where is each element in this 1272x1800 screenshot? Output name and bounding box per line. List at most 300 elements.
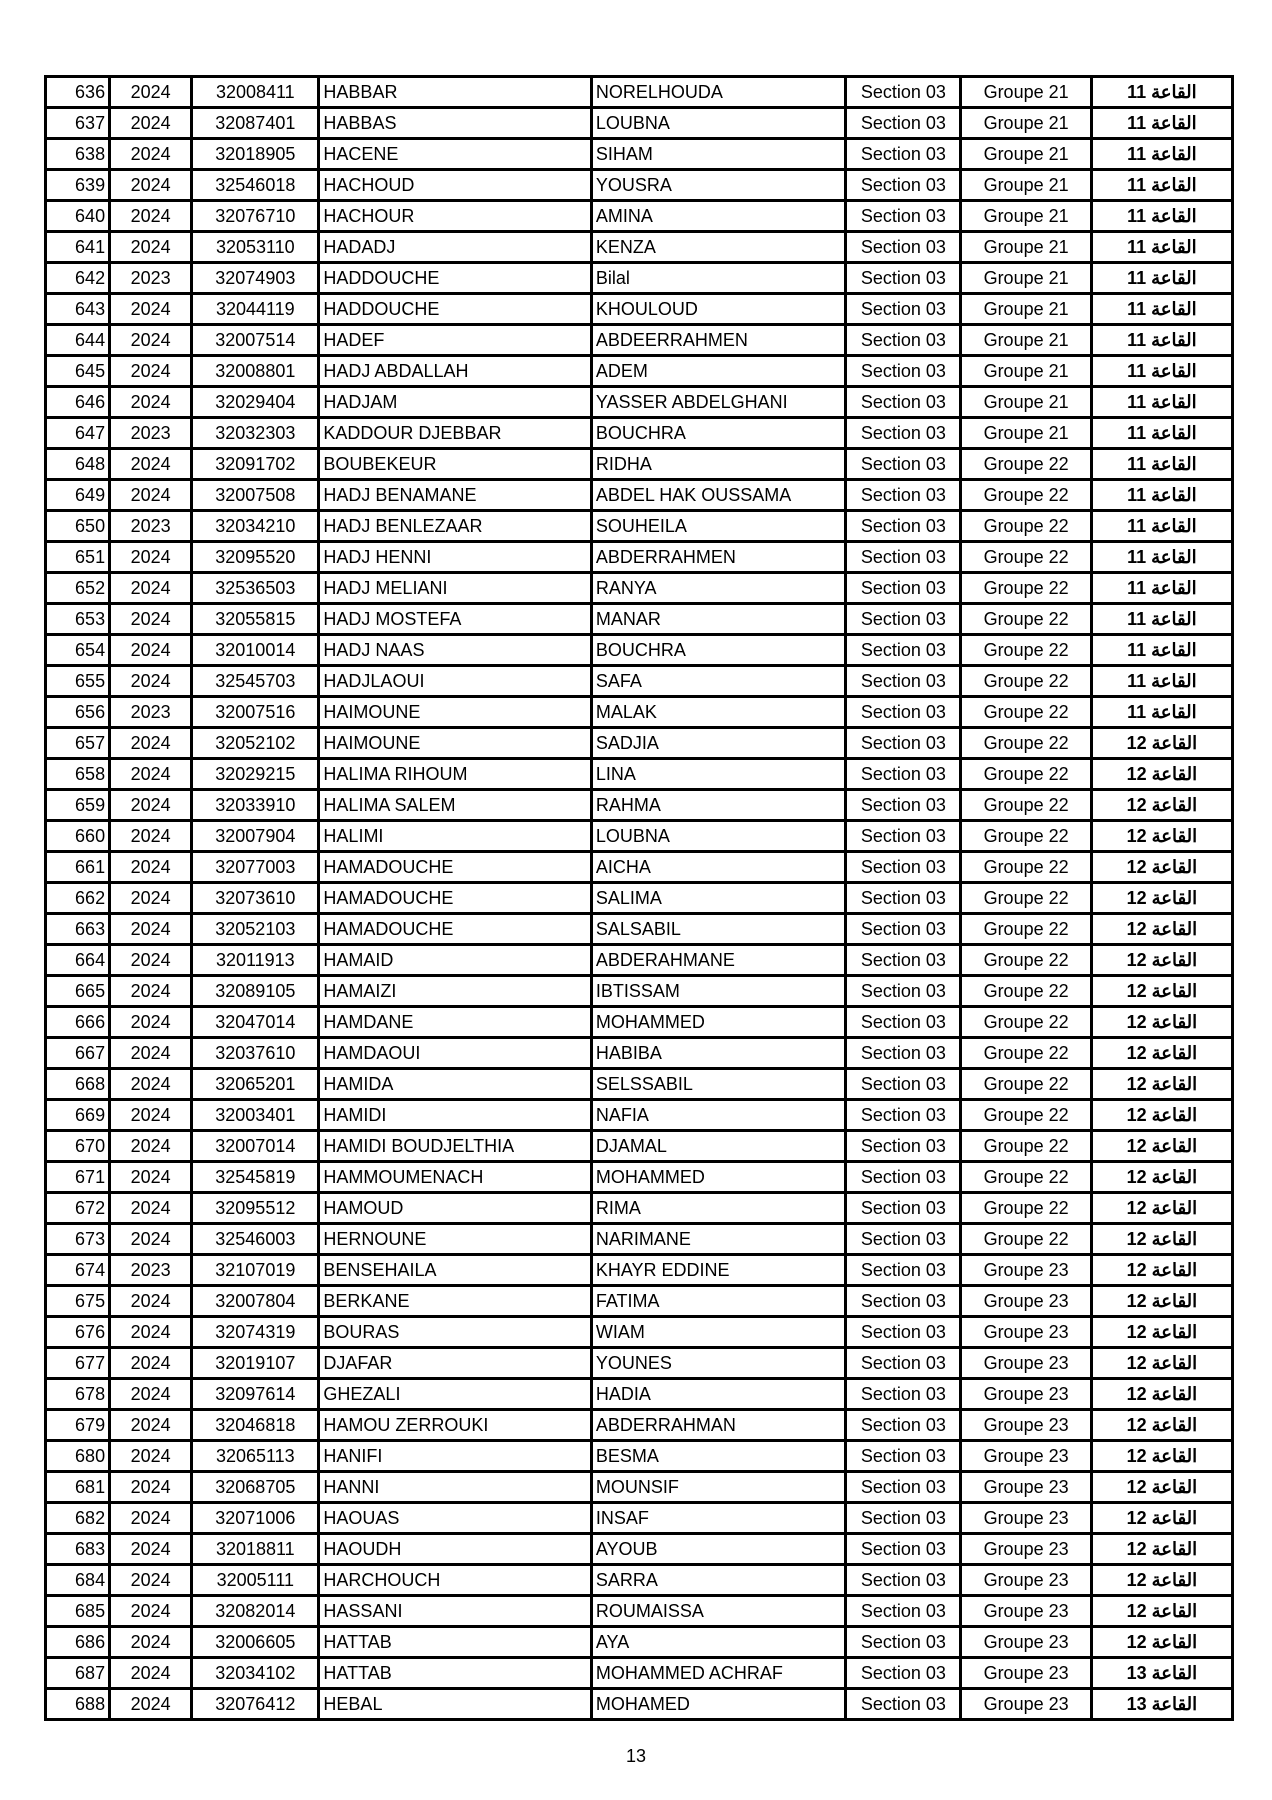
cell-index: 667 <box>46 1038 110 1069</box>
cell-year: 2024 <box>110 1131 192 1162</box>
cell-room: القاعة 12 <box>1091 1162 1232 1193</box>
cell-year: 2024 <box>110 666 192 697</box>
cell-lastname: HACHOUD <box>319 170 591 201</box>
cell-room: القاعة 11 <box>1091 666 1232 697</box>
cell-lastname: HABBAS <box>319 108 591 139</box>
cell-year: 2024 <box>110 356 192 387</box>
table-row <box>46 1627 1233 1658</box>
table-row <box>46 170 1233 201</box>
cell-id: 32076710 <box>192 201 319 232</box>
cell-firstname: ADEM <box>591 356 845 387</box>
table-row <box>46 1007 1233 1038</box>
cell-firstname: AYOUB <box>591 1534 845 1565</box>
cell-id: 32007014 <box>192 1131 319 1162</box>
cell-id: 32095520 <box>192 542 319 573</box>
cell-section: Section 03 <box>846 1503 961 1534</box>
table-row <box>46 945 1233 976</box>
cell-firstname: INSAF <box>591 1503 845 1534</box>
cell-year: 2024 <box>110 1410 192 1441</box>
cell-group: Groupe 23 <box>961 1503 1091 1534</box>
cell-year: 2023 <box>110 1255 192 1286</box>
cell-section: Section 03 <box>846 1596 961 1627</box>
cell-id: 32074319 <box>192 1317 319 1348</box>
cell-section: Section 03 <box>846 387 961 418</box>
cell-lastname: HADJAM <box>319 387 591 418</box>
cell-id: 32082014 <box>192 1596 319 1627</box>
cell-year: 2024 <box>110 1379 192 1410</box>
cell-lastname: HADADJ <box>319 232 591 263</box>
cell-id: 32006605 <box>192 1627 319 1658</box>
table-row <box>46 1441 1233 1472</box>
cell-group: Groupe 21 <box>961 294 1091 325</box>
cell-id: 32034102 <box>192 1658 319 1689</box>
cell-year: 2024 <box>110 1286 192 1317</box>
cell-section: Section 03 <box>846 356 961 387</box>
cell-index: 660 <box>46 821 110 852</box>
cell-room: القاعة 12 <box>1091 883 1232 914</box>
cell-year: 2024 <box>110 1100 192 1131</box>
cell-group: Groupe 21 <box>961 418 1091 449</box>
cell-lastname: KADDOUR DJEBBAR <box>319 418 591 449</box>
cell-lastname: GHEZALI <box>319 1379 591 1410</box>
cell-firstname: BOUCHRA <box>591 635 845 666</box>
cell-index: 655 <box>46 666 110 697</box>
cell-id: 32076412 <box>192 1689 319 1720</box>
cell-lastname: BOURAS <box>319 1317 591 1348</box>
cell-firstname: MOHAMMED ACHRAF <box>591 1658 845 1689</box>
cell-id: 32546018 <box>192 170 319 201</box>
table-row <box>46 1410 1233 1441</box>
cell-lastname: HAMIDI <box>319 1100 591 1131</box>
cell-section: Section 03 <box>846 1348 961 1379</box>
cell-year: 2024 <box>110 1627 192 1658</box>
table-row <box>46 480 1233 511</box>
cell-index: 645 <box>46 356 110 387</box>
table-row <box>46 201 1233 232</box>
table-row <box>46 1317 1233 1348</box>
cell-firstname: RIMA <box>591 1193 845 1224</box>
cell-group: Groupe 22 <box>961 945 1091 976</box>
cell-year: 2024 <box>110 170 192 201</box>
cell-year: 2024 <box>110 1069 192 1100</box>
cell-id: 32074903 <box>192 263 319 294</box>
cell-lastname: HAMDANE <box>319 1007 591 1038</box>
cell-index: 656 <box>46 697 110 728</box>
cell-room: القاعة 12 <box>1091 1193 1232 1224</box>
cell-group: Groupe 22 <box>961 790 1091 821</box>
cell-index: 682 <box>46 1503 110 1534</box>
cell-year: 2024 <box>110 387 192 418</box>
cell-group: Groupe 23 <box>961 1286 1091 1317</box>
cell-firstname: ABDERRAHMEN <box>591 542 845 573</box>
table-row <box>46 697 1233 728</box>
cell-year: 2024 <box>110 1193 192 1224</box>
cell-index: 681 <box>46 1472 110 1503</box>
cell-id: 32007804 <box>192 1286 319 1317</box>
cell-index: 640 <box>46 201 110 232</box>
cell-firstname: MOHAMED <box>591 1689 845 1720</box>
cell-year: 2024 <box>110 976 192 1007</box>
table-row <box>46 635 1233 666</box>
cell-group: Groupe 22 <box>961 697 1091 728</box>
cell-year: 2024 <box>110 1348 192 1379</box>
cell-group: Groupe 23 <box>961 1658 1091 1689</box>
cell-firstname: MOHAMMED <box>591 1162 845 1193</box>
cell-lastname: HAMIDI BOUDJELTHIA <box>319 1131 591 1162</box>
cell-id: 32008801 <box>192 356 319 387</box>
cell-firstname: AYA <box>591 1627 845 1658</box>
cell-index: 677 <box>46 1348 110 1379</box>
cell-group: Groupe 22 <box>961 883 1091 914</box>
cell-lastname: HADJ HENNI <box>319 542 591 573</box>
cell-index: 679 <box>46 1410 110 1441</box>
cell-year: 2024 <box>110 325 192 356</box>
cell-id: 32007514 <box>192 325 319 356</box>
cell-section: Section 03 <box>846 1255 961 1286</box>
table-row <box>46 1348 1233 1379</box>
cell-room: القاعة 11 <box>1091 511 1232 542</box>
cell-index: 688 <box>46 1689 110 1720</box>
cell-room: القاعة 12 <box>1091 976 1232 1007</box>
cell-id: 32065201 <box>192 1069 319 1100</box>
cell-index: 658 <box>46 759 110 790</box>
cell-firstname: SOUHEILA <box>591 511 845 542</box>
cell-year: 2024 <box>110 914 192 945</box>
cell-index: 670 <box>46 1131 110 1162</box>
cell-group: Groupe 21 <box>961 325 1091 356</box>
cell-group: Groupe 21 <box>961 387 1091 418</box>
table-row <box>46 356 1233 387</box>
cell-firstname: MOHAMMED <box>591 1007 845 1038</box>
table-row <box>46 883 1233 914</box>
cell-id: 32095512 <box>192 1193 319 1224</box>
table-row <box>46 449 1233 480</box>
cell-index: 680 <box>46 1441 110 1472</box>
cell-group: Groupe 22 <box>961 1162 1091 1193</box>
cell-index: 654 <box>46 635 110 666</box>
cell-room: القاعة 12 <box>1091 1565 1232 1596</box>
table-row <box>46 263 1233 294</box>
student-table-body <box>46 77 1233 1720</box>
cell-firstname: NAFIA <box>591 1100 845 1131</box>
cell-section: Section 03 <box>846 201 961 232</box>
cell-firstname: SALSABIL <box>591 914 845 945</box>
cell-firstname: MANAR <box>591 604 845 635</box>
cell-firstname: KHOULOUD <box>591 294 845 325</box>
cell-room: القاعة 12 <box>1091 759 1232 790</box>
cell-section: Section 03 <box>846 1658 961 1689</box>
cell-year: 2024 <box>110 1441 192 1472</box>
cell-section: Section 03 <box>846 77 961 108</box>
cell-lastname: HADJ BENAMANE <box>319 480 591 511</box>
cell-lastname: HAIMOUNE <box>319 697 591 728</box>
cell-lastname: HACENE <box>319 139 591 170</box>
cell-group: Groupe 22 <box>961 666 1091 697</box>
cell-group: Groupe 22 <box>961 1007 1091 1038</box>
cell-lastname: HAMMOUMENACH <box>319 1162 591 1193</box>
cell-group: Groupe 23 <box>961 1689 1091 1720</box>
cell-year: 2024 <box>110 1565 192 1596</box>
cell-room: القاعة 12 <box>1091 1503 1232 1534</box>
cell-room: القاعة 12 <box>1091 1038 1232 1069</box>
cell-index: 649 <box>46 480 110 511</box>
cell-year: 2024 <box>110 759 192 790</box>
cell-index: 659 <box>46 790 110 821</box>
cell-firstname: DJAMAL <box>591 1131 845 1162</box>
cell-lastname: BENSEHAILA <box>319 1255 591 1286</box>
cell-index: 669 <box>46 1100 110 1131</box>
cell-year: 2024 <box>110 1658 192 1689</box>
cell-room: القاعة 11 <box>1091 108 1232 139</box>
table-row <box>46 573 1233 604</box>
cell-room: القاعة 12 <box>1091 1472 1232 1503</box>
cell-lastname: HANNI <box>319 1472 591 1503</box>
cell-section: Section 03 <box>846 1472 961 1503</box>
table-row <box>46 1069 1233 1100</box>
cell-index: 663 <box>46 914 110 945</box>
cell-group: Groupe 21 <box>961 232 1091 263</box>
cell-id: 32055815 <box>192 604 319 635</box>
cell-year: 2024 <box>110 1534 192 1565</box>
cell-id: 32065113 <box>192 1441 319 1472</box>
cell-year: 2024 <box>110 790 192 821</box>
cell-room: القاعة 12 <box>1091 1627 1232 1658</box>
cell-year: 2024 <box>110 232 192 263</box>
cell-room: القاعة 12 <box>1091 1596 1232 1627</box>
cell-year: 2024 <box>110 139 192 170</box>
cell-section: Section 03 <box>846 170 961 201</box>
cell-lastname: HEBAL <box>319 1689 591 1720</box>
cell-id: 32034210 <box>192 511 319 542</box>
cell-group: Groupe 22 <box>961 480 1091 511</box>
cell-lastname: HALIMA RIHOUM <box>319 759 591 790</box>
cell-group: Groupe 22 <box>961 573 1091 604</box>
cell-firstname: LOUBNA <box>591 821 845 852</box>
cell-section: Section 03 <box>846 1162 961 1193</box>
table-row <box>46 1565 1233 1596</box>
cell-year: 2024 <box>110 1007 192 1038</box>
table-row <box>46 604 1233 635</box>
cell-room: القاعة 12 <box>1091 1379 1232 1410</box>
cell-id: 32046818 <box>192 1410 319 1441</box>
cell-lastname: HAMADOUCHE <box>319 914 591 945</box>
cell-id: 32010014 <box>192 635 319 666</box>
cell-section: Section 03 <box>846 108 961 139</box>
cell-lastname: HAOUAS <box>319 1503 591 1534</box>
cell-index: 678 <box>46 1379 110 1410</box>
cell-year: 2023 <box>110 263 192 294</box>
cell-section: Section 03 <box>846 1689 961 1720</box>
cell-room: القاعة 12 <box>1091 1410 1232 1441</box>
cell-section: Section 03 <box>846 1410 961 1441</box>
table-row <box>46 1131 1233 1162</box>
cell-id: 32029215 <box>192 759 319 790</box>
cell-group: Groupe 23 <box>961 1410 1091 1441</box>
cell-group: Groupe 21 <box>961 356 1091 387</box>
table-row <box>46 821 1233 852</box>
cell-section: Section 03 <box>846 666 961 697</box>
cell-lastname: HAMDAOUI <box>319 1038 591 1069</box>
cell-firstname: HABIBA <box>591 1038 845 1069</box>
table-row <box>46 294 1233 325</box>
cell-room: القاعة 12 <box>1091 1534 1232 1565</box>
cell-lastname: HADDOUCHE <box>319 263 591 294</box>
page-number: 13 <box>625 1746 647 1766</box>
cell-id: 32047014 <box>192 1007 319 1038</box>
cell-firstname: IBTISSAM <box>591 976 845 1007</box>
cell-room: القاعة 11 <box>1091 232 1232 263</box>
cell-room: القاعة 11 <box>1091 263 1232 294</box>
cell-firstname: AICHA <box>591 852 845 883</box>
cell-firstname: SIHAM <box>591 139 845 170</box>
cell-group: Groupe 22 <box>961 604 1091 635</box>
cell-section: Section 03 <box>846 1286 961 1317</box>
cell-id: 32033910 <box>192 790 319 821</box>
cell-firstname: NARIMANE <box>591 1224 845 1255</box>
cell-year: 2024 <box>110 635 192 666</box>
cell-year: 2024 <box>110 542 192 573</box>
cell-year: 2024 <box>110 201 192 232</box>
cell-year: 2024 <box>110 294 192 325</box>
cell-group: Groupe 22 <box>961 1038 1091 1069</box>
cell-room: القاعة 11 <box>1091 325 1232 356</box>
cell-year: 2024 <box>110 604 192 635</box>
cell-lastname: HAMOUD <box>319 1193 591 1224</box>
cell-section: Section 03 <box>846 1534 961 1565</box>
cell-group: Groupe 22 <box>961 449 1091 480</box>
cell-year: 2024 <box>110 1503 192 1534</box>
cell-group: Groupe 23 <box>961 1472 1091 1503</box>
cell-section: Section 03 <box>846 232 961 263</box>
cell-index: 665 <box>46 976 110 1007</box>
cell-section: Section 03 <box>846 1379 961 1410</box>
cell-firstname: ABDERRAHMAN <box>591 1410 845 1441</box>
cell-section: Section 03 <box>846 759 961 790</box>
cell-section: Section 03 <box>846 790 961 821</box>
cell-room: القاعة 12 <box>1091 1224 1232 1255</box>
cell-section: Section 03 <box>846 976 961 1007</box>
cell-section: Section 03 <box>846 139 961 170</box>
cell-room: القاعة 12 <box>1091 728 1232 759</box>
cell-firstname: RIDHA <box>591 449 845 480</box>
cell-section: Section 03 <box>846 1007 961 1038</box>
cell-group: Groupe 23 <box>961 1627 1091 1658</box>
cell-firstname: LINA <box>591 759 845 790</box>
table-row <box>46 759 1233 790</box>
cell-group: Groupe 22 <box>961 1224 1091 1255</box>
cell-room: القاعة 11 <box>1091 604 1232 635</box>
cell-index: 653 <box>46 604 110 635</box>
cell-room: القاعة 12 <box>1091 1441 1232 1472</box>
cell-room: القاعة 11 <box>1091 418 1232 449</box>
cell-id: 32003401 <box>192 1100 319 1131</box>
cell-year: 2024 <box>110 108 192 139</box>
table-row <box>46 790 1233 821</box>
cell-lastname: HADDOUCHE <box>319 294 591 325</box>
cell-index: 641 <box>46 232 110 263</box>
table-row <box>46 1224 1233 1255</box>
cell-section: Section 03 <box>846 542 961 573</box>
cell-section: Section 03 <box>846 511 961 542</box>
cell-lastname: HANIFI <box>319 1441 591 1472</box>
cell-index: 687 <box>46 1658 110 1689</box>
cell-id: 32107019 <box>192 1255 319 1286</box>
cell-id: 32019107 <box>192 1348 319 1379</box>
cell-section: Section 03 <box>846 697 961 728</box>
cell-section: Section 03 <box>846 1224 961 1255</box>
cell-group: Groupe 23 <box>961 1596 1091 1627</box>
table-row <box>46 666 1233 697</box>
cell-index: 673 <box>46 1224 110 1255</box>
table-row <box>46 852 1233 883</box>
cell-lastname: DJAFAR <box>319 1348 591 1379</box>
cell-section: Section 03 <box>846 1069 961 1100</box>
cell-lastname: HADEF <box>319 325 591 356</box>
cell-firstname: WIAM <box>591 1317 845 1348</box>
cell-firstname: KHAYR EDDINE <box>591 1255 845 1286</box>
cell-year: 2023 <box>110 697 192 728</box>
cell-section: Section 03 <box>846 1038 961 1069</box>
cell-index: 683 <box>46 1534 110 1565</box>
cell-room: القاعة 11 <box>1091 201 1232 232</box>
cell-year: 2024 <box>110 821 192 852</box>
cell-year: 2024 <box>110 728 192 759</box>
cell-id: 32089105 <box>192 976 319 1007</box>
cell-group: Groupe 22 <box>961 821 1091 852</box>
table-row <box>46 728 1233 759</box>
cell-index: 643 <box>46 294 110 325</box>
cell-lastname: HADJ BENLEZAAR <box>319 511 591 542</box>
cell-section: Section 03 <box>846 1565 961 1596</box>
cell-lastname: HABBAR <box>319 77 591 108</box>
cell-year: 2024 <box>110 573 192 604</box>
cell-index: 657 <box>46 728 110 759</box>
cell-group: Groupe 21 <box>961 77 1091 108</box>
table-row <box>46 1162 1233 1193</box>
cell-firstname: Bilal <box>591 263 845 294</box>
cell-room: القاعة 13 <box>1091 1658 1232 1689</box>
cell-index: 661 <box>46 852 110 883</box>
cell-firstname: RANYA <box>591 573 845 604</box>
table-row <box>46 1596 1233 1627</box>
cell-firstname: LOUBNA <box>591 108 845 139</box>
cell-room: القاعة 12 <box>1091 1100 1232 1131</box>
cell-section: Section 03 <box>846 573 961 604</box>
cell-firstname: YOUNES <box>591 1348 845 1379</box>
cell-year: 2023 <box>110 418 192 449</box>
cell-section: Section 03 <box>846 418 961 449</box>
cell-section: Section 03 <box>846 480 961 511</box>
cell-firstname: AMINA <box>591 201 845 232</box>
table-row <box>46 1503 1233 1534</box>
cell-id: 32545703 <box>192 666 319 697</box>
cell-section: Section 03 <box>846 1131 961 1162</box>
cell-firstname: MOUNSIF <box>591 1472 845 1503</box>
cell-group: Groupe 21 <box>961 139 1091 170</box>
cell-index: 676 <box>46 1317 110 1348</box>
cell-id: 32044119 <box>192 294 319 325</box>
cell-id: 32018905 <box>192 139 319 170</box>
cell-group: Groupe 23 <box>961 1565 1091 1596</box>
cell-room: القاعة 12 <box>1091 1286 1232 1317</box>
cell-room: القاعة 12 <box>1091 1348 1232 1379</box>
cell-lastname: HATTAB <box>319 1658 591 1689</box>
cell-room: القاعة 12 <box>1091 1317 1232 1348</box>
cell-room: القاعة 11 <box>1091 356 1232 387</box>
cell-lastname: BERKANE <box>319 1286 591 1317</box>
table-row <box>46 325 1233 356</box>
cell-section: Section 03 <box>846 1193 961 1224</box>
